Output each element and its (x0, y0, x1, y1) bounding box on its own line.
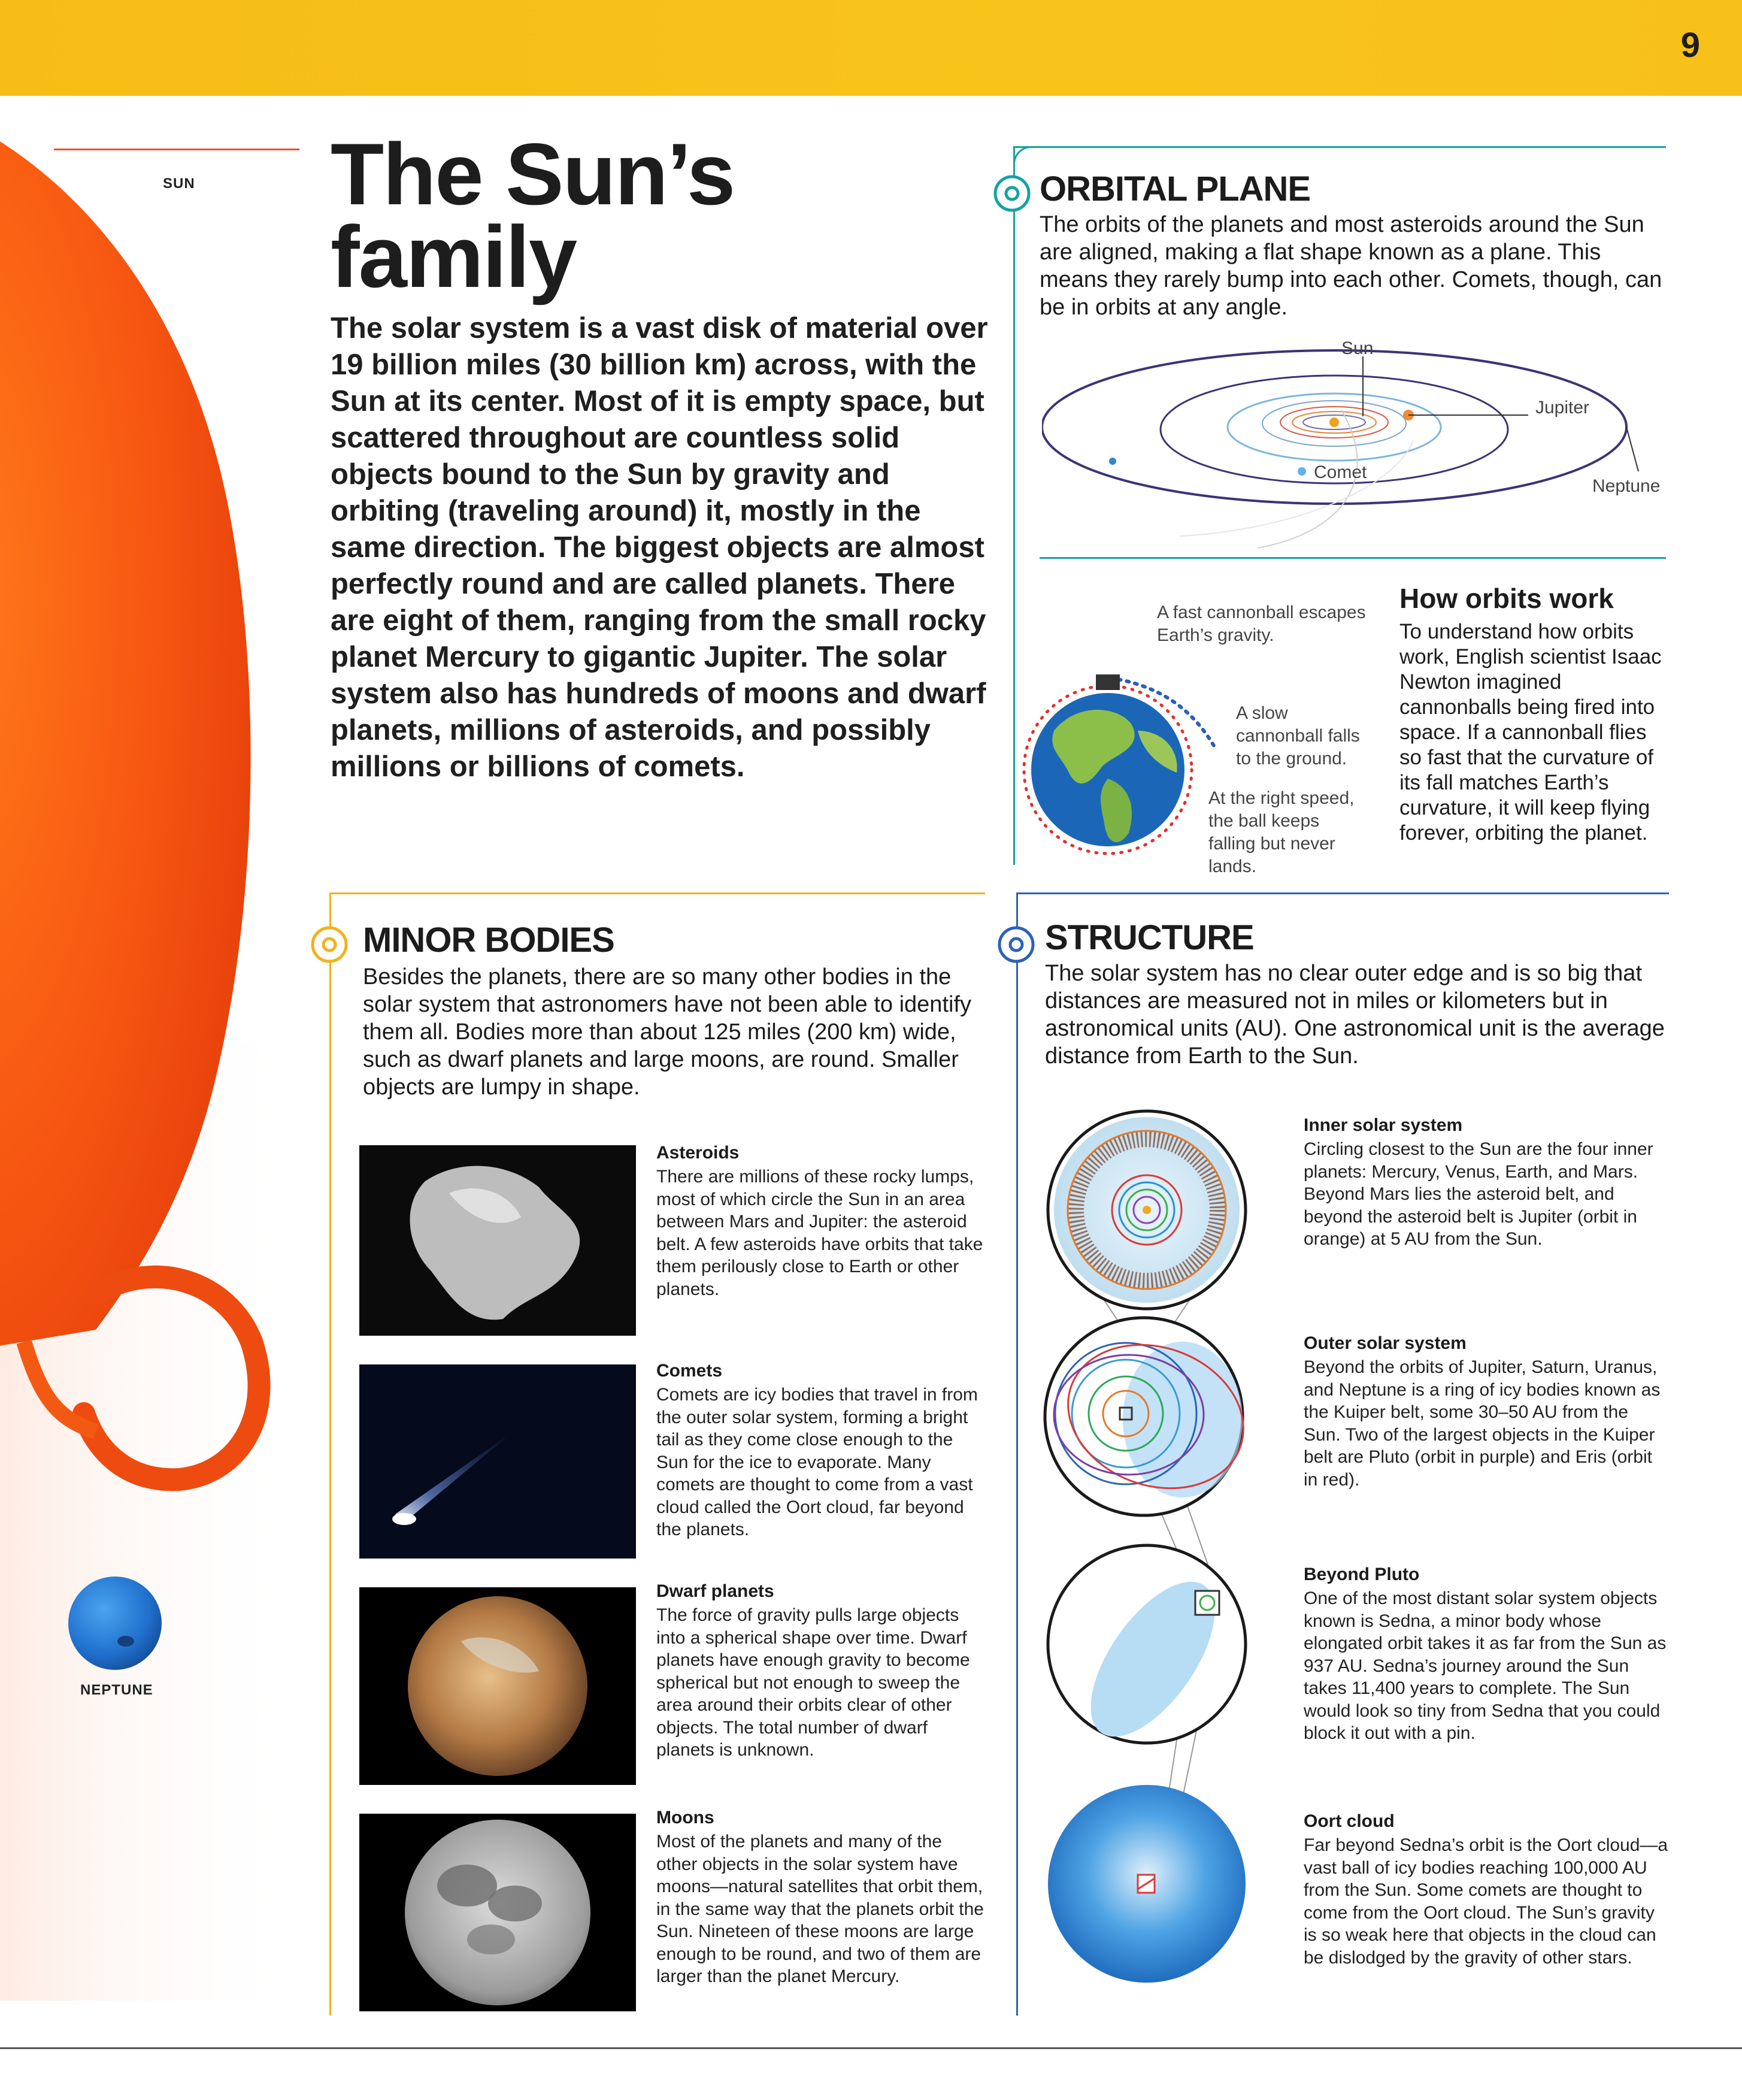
structure-heading: STRUCTURE (1045, 918, 1254, 957)
sun-illustration (0, 84, 299, 2001)
page-title: The Sun’s family (331, 125, 735, 305)
dwarf-planet-photo (359, 1587, 636, 1785)
top-color-band (0, 0, 1742, 96)
minor-item-text: The force of gravity pulls large objects into a spherical shape over time. Dwarf planets have enough gravity to become spherical but not enough to sweep the area around their orbits clear of other objects. The total number of dwarf planets is unknown. (656, 1605, 970, 1760)
minor-item-title: Asteroids (656, 1143, 740, 1163)
minor-bodies-body: Besides the planets, there are so many other bodies in the solar system that astronomers have not been able to identify them all. Bodies more than about 125 miles (200 km) wide, such as dwarf planets and large moons, are round. Smaller objects are lumpy in shape. (363, 964, 971, 1100)
structure-item-title: Beyond Pluto (1304, 1565, 1420, 1584)
orbital-plane-heading: ORBITAL PLANE (1040, 170, 1311, 208)
orbital-label-sun: Sun (1341, 338, 1374, 358)
sun-label-rule (54, 149, 299, 150)
structure-bullet-icon (996, 925, 1036, 964)
minor-item-text: Most of the planets and many of the other objects in the solar system have moons—natural satellites that orbit them, in the same way that the planets orbit the Sun. Nineteen of these moons are large enough to be round, and two of them are larger than the planet Mercury. (656, 1832, 984, 1986)
orbital-divider (1040, 557, 1666, 559)
neptune-label: NEPTUNE (80, 1682, 153, 1698)
minor-bodies-bullet-icon (310, 925, 349, 964)
minor-item-text: Comets are icy bodies that travel in from the outer solar system, forming a bright tail as they come close enough to the Sun for the ice to evaporate. Many comets are thought to come from a vast cloud called the Oort cloud, far beyond the planets. (656, 1385, 978, 1539)
minor-item-title: Moons (656, 1808, 714, 1827)
page-number: 9 (1680, 26, 1700, 65)
neptune-illustration (66, 1574, 164, 1672)
minor-item-title: Dwarf planets (656, 1581, 774, 1601)
moon-photo (359, 1814, 636, 2011)
orbital-plane-body: The orbits of the planets and most asteroids around the Sun are aligned, making a flat shape known as a plane. This means they rarely bump into each other. Comets, though, can be in orbits at any angle. (1040, 212, 1662, 320)
structure-diagram (1042, 1108, 1270, 1989)
minor-item-text: There are millions of these rocky lumps, most of which circle the Sun in an area between Mars and Jupiter: the asteroid belt. A few asteroids have orbits that take them perilously close to Earth or other planets. (656, 1167, 983, 1299)
orbital-label-jupiter: Jupiter (1535, 398, 1590, 417)
asteroid-photo (359, 1145, 636, 1336)
orbital-plane-diagram (1042, 332, 1665, 560)
how-orbits-heading: How orbits work (1399, 583, 1614, 614)
orbital-label-comet: Comet (1314, 462, 1367, 482)
label-slow-cannonball: A slow cannonball falls to the ground. (1236, 703, 1360, 768)
structure-item-title: Oort cloud (1304, 1811, 1395, 1831)
orbital-plane-bullet-icon (992, 174, 1032, 213)
structure-item-text: Far beyond Sedna’s orbit is the Oort cloud—a vast ball of icy bodies reaching 100,000 AU from the Sun. Some comets are thought to come from the Oort cloud. The Sun’s gravity is so weak here that objects in the cloud can be dislodged by the gravity of other stars. (1304, 1835, 1668, 1968)
bottom-rule (0, 2047, 1742, 2049)
label-right-speed: At the right speed, the ball keeps falling but never lands. (1208, 788, 1355, 876)
sun-label: SUN (163, 175, 195, 192)
structure-item-text: One of the most distant solar system objects known is Sedna, a minor body whose elongated orbit takes it as far from the Sun as 937 AU. Sedna’s journey around the Sun takes 11,400 years to complete. The Sun would look so tiny from Sedna that you could block it out with a pin. (1304, 1588, 1667, 1743)
earth-cannon-diagram (1018, 665, 1222, 863)
orbital-label-neptune: Neptune (1592, 476, 1661, 496)
comet-photo (359, 1364, 636, 1559)
structure-item-title: Outer solar system (1304, 1333, 1467, 1353)
minor-bodies-heading: MINOR BODIES (363, 921, 614, 960)
structure-item-text: Beyond the orbits of Jupiter, Saturn, Uranus, and Neptune is a ring of icy bodies known as the Kuiper belt, some 30–50 AU from the Sun. Two of the largest objects in the Kuiper belt are Pluto (orbit in purple) and Eris (orbit in red). (1304, 1357, 1661, 1490)
how-orbits-body: To understand how orbits work, English scientist Isaac Newton imagined cannonballs being fired into space. If a cannonball flies so fast that the curvature of its fall matches Earth’s curvature, it will keep flying forever, orbiting the planet. (1399, 620, 1662, 845)
structure-body: The solar system has no clear outer edge and is so big that distances are measured not in miles or kilometers but in astronomical units (AU). One astronomical unit is the average distance from Earth to the Sun. (1045, 961, 1665, 1069)
structure-item-text: Circling closest to the Sun are the four inner planets: Mercury, Venus, Earth, and Mars. Beyond Mars lies the asteroid belt, and beyond the asteroid belt is Jupiter (orbit in orange) at 5 AU from the Sun. (1304, 1139, 1653, 1249)
intro-paragraph: The solar system is a vast disk of material over 19 billion miles (30 billion km) across, with the Sun at its center. Most of it is empty space, but scattered throughout are countless solid objects bound to the Sun by gravity and orbiting (traveling around) it, mostly in the same direction. The biggest objects are almost perfectly round and are called planets. There are eight of them, ranging from the small rocky planet Mercury to gigantic Jupiter. The solar system also has hundreds of moons and dwarf planets, millions of asteroids, and possibly millions or billions of comets. (331, 312, 988, 783)
structure-item-title: Inner solar system (1304, 1115, 1463, 1135)
minor-item-title: Comets (656, 1361, 723, 1381)
label-fast-cannonball: A fast cannonball escapes Earth’s gravity. (1157, 603, 1366, 645)
